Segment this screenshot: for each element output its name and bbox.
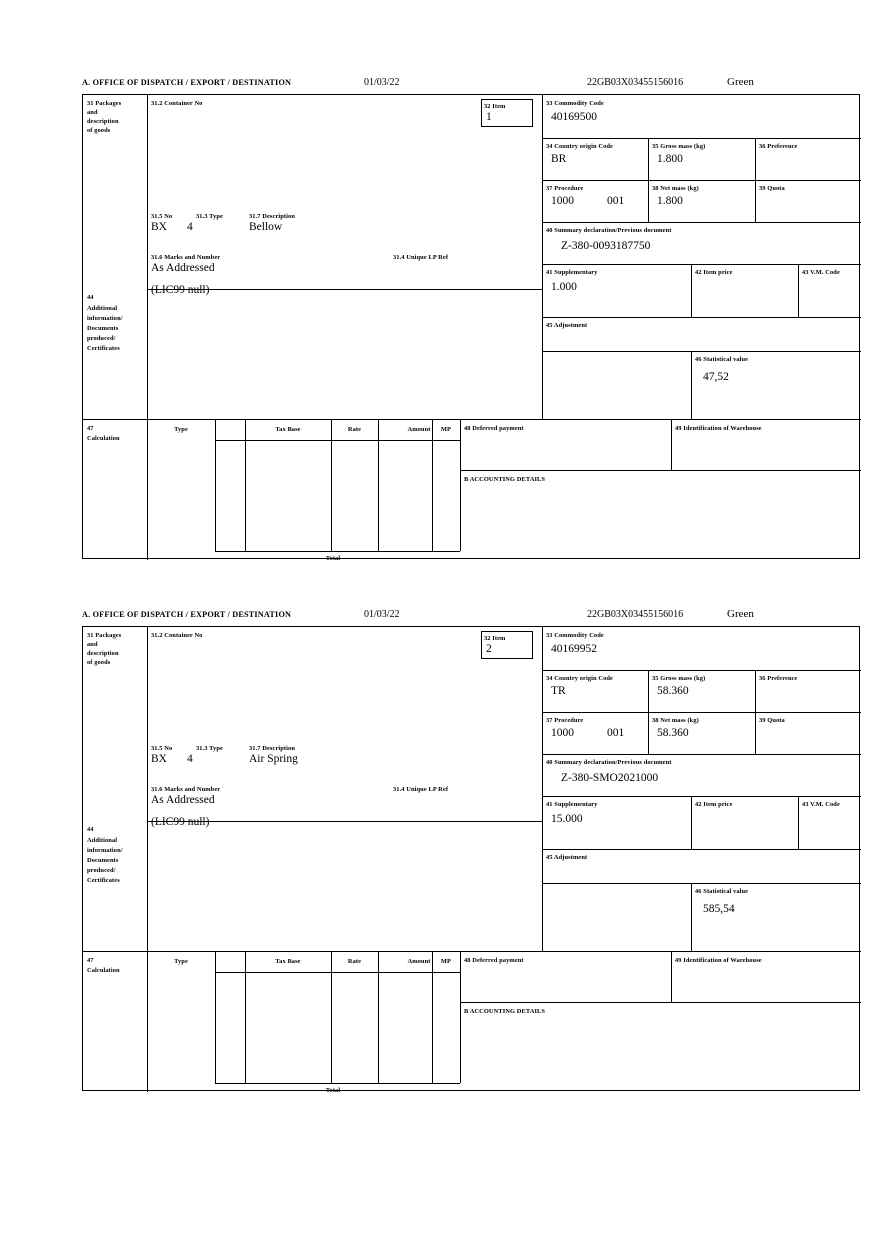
previous-document-value-2: Z-380-SMO2021000	[561, 772, 659, 784]
packages-type-value: 4	[187, 221, 193, 233]
box44-label-c-2: information/	[87, 847, 123, 854]
box39-label: 39 Quota	[759, 185, 785, 192]
box31-label-b-2: and	[87, 641, 98, 648]
net-mass-value-2: 58.360	[657, 727, 689, 739]
packages-no-value-2: BX	[151, 753, 167, 765]
box38-label-2: 38 Net mass (kg)	[652, 717, 699, 724]
statistical-value: 47,52	[703, 371, 729, 383]
box37-label-2: 37 Procedure	[546, 717, 584, 724]
box46-label: 46 Statistical value	[695, 356, 749, 363]
calc-col-mp-header-2: MP	[440, 958, 452, 965]
box40-label-2: 40 Summary declaration/Previous document	[546, 759, 672, 766]
box37-label: 37 Procedure	[546, 185, 584, 192]
box36-label-2: 36 Preference	[759, 675, 798, 682]
calc-col-taxbase-header: Tax Base	[275, 426, 301, 433]
box31-3-label: 31.3 Type	[196, 213, 223, 220]
procedure-2-value-2: 001	[607, 727, 625, 739]
packages-no-value: BX	[151, 221, 167, 233]
box44-label-e-2: produced/	[87, 867, 116, 874]
calc-col-amount-header-2: Amount	[407, 958, 431, 965]
item-number-value-2: 2	[486, 643, 492, 655]
box31-label-d-2: of goods	[87, 659, 111, 666]
box45-label-2: 45 Adjustment	[546, 854, 588, 861]
box44-label-f: Certificates	[87, 345, 120, 352]
country-origin-value-2: TR	[551, 685, 566, 697]
previous-document-value: Z-380-0093187750	[561, 240, 651, 252]
box33-label-2: 33 Commodity Code	[546, 632, 604, 639]
box44-label-2: 44	[87, 826, 94, 833]
box32-label: 32 Item	[484, 103, 506, 110]
box31-label-2: 31 Packages	[87, 632, 122, 639]
box31-5-label: 31.5 No	[151, 213, 173, 220]
box38-label: 38 Net mass (kg)	[652, 185, 699, 192]
box34-label-2: 34 Country origin Code	[546, 675, 613, 682]
goods-description-value: Bellow	[249, 221, 283, 233]
box31-label-d: of goods	[87, 127, 111, 134]
box42-label: 42 Item price	[695, 269, 733, 276]
box31-label: 31 Packages	[87, 100, 122, 107]
office-of-dispatch-label-2: A. OFFICE OF DISPATCH / EXPORT / DESTINATION	[82, 610, 292, 619]
box44-label: 44	[87, 294, 94, 301]
box44-label-e: produced/	[87, 335, 116, 342]
declaration-date-2: 01/03/22	[364, 609, 400, 620]
calc-total-label-2: Total	[325, 1087, 341, 1094]
calc-col-amount-header: Amount	[407, 426, 431, 433]
box32-item	[481, 99, 533, 127]
calc-col-type-header: Type	[174, 426, 188, 433]
lane-status: Green	[727, 76, 754, 88]
box44-label-d-2: Documents	[87, 857, 119, 864]
box31-label-c-2: description	[87, 650, 119, 657]
box31-3-label-2: 31.3 Type	[196, 745, 223, 752]
item-number-value: 1	[486, 111, 492, 123]
gross-mass-value-2: 58.360	[657, 685, 689, 697]
net-mass-value: 1.800	[657, 195, 683, 207]
box40-label: 40 Summary declaration/Previous document	[546, 227, 672, 234]
box48-label-2: 48 Deferred payment	[464, 957, 524, 964]
supplementary-value: 1.000	[551, 281, 577, 293]
mrn-number-2: 22GB03X03455156016	[587, 609, 684, 620]
box44-label-b: Additional	[87, 305, 118, 312]
box31-label-c: description	[87, 118, 119, 125]
box34-label: 34 Country origin Code	[546, 143, 613, 150]
commodity-code-value: 40169500	[551, 111, 597, 123]
box41-label: 41 Supplementary	[546, 269, 598, 276]
declaration-date: 01/03/22	[364, 77, 400, 88]
calc-col-type-header-2: Type	[174, 958, 188, 965]
lane-status-2: Green	[727, 608, 754, 620]
box32-item-2	[481, 631, 533, 659]
procedure-2-value: 001	[607, 195, 625, 207]
box31-label-b: and	[87, 109, 98, 116]
customs-declaration-form-2	[82, 608, 860, 1094]
additional-information-value: (LIC99 null)	[151, 284, 210, 296]
procedure-1-value: 1000	[551, 195, 574, 207]
form-frame-2	[82, 626, 860, 1094]
box44-label-b-2: Additional	[87, 837, 118, 844]
box31-2-label-2: 31.2 Container No	[151, 632, 203, 639]
box44-label-d: Documents	[87, 325, 119, 332]
calc-col-rate-header: Rate	[347, 426, 362, 433]
box39-label-2: 39 Quota	[759, 717, 785, 724]
additional-information-value-2: (LIC99 null)	[151, 816, 210, 828]
office-of-dispatch-label: A. OFFICE OF DISPATCH / EXPORT / DESTINATION	[82, 78, 292, 87]
form-header-2	[82, 610, 860, 626]
box35-label: 35 Gross mass (kg)	[652, 143, 706, 150]
box47-label-2: 47	[87, 957, 94, 964]
customs-declaration-form-1	[82, 76, 860, 562]
box31-4-label: 31.4 Unique LP Ref	[393, 254, 449, 261]
box32-label-2: 32 Item	[484, 635, 506, 642]
calc-col-taxbase-header-2: Tax Base	[275, 958, 301, 965]
box47-label: 47	[87, 425, 94, 432]
box35-label-2: 35 Gross mass (kg)	[652, 675, 706, 682]
form-header	[82, 78, 860, 94]
marks-and-number-value-2: As Addressed	[151, 794, 215, 806]
box47-label-b: Calculation	[87, 435, 120, 442]
calc-col-mp-header: MP	[440, 426, 452, 433]
box31-7-label: 31.7 Description	[249, 213, 295, 220]
statistical-value-2: 585,54	[703, 903, 735, 915]
box31-7-label-2: 31.7 Description	[249, 745, 295, 752]
box49-label-2: 49 Identification of Warehouse	[675, 957, 762, 964]
marks-and-number-value: As Addressed	[151, 262, 215, 274]
box48-label: 48 Deferred payment	[464, 425, 524, 432]
box44-label-c: information/	[87, 315, 123, 322]
packages-type-value-2: 4	[187, 753, 193, 765]
box46-label-2: 46 Statistical value	[695, 888, 749, 895]
box47-label-b-2: Calculation	[87, 967, 120, 974]
box-b-label-2: B ACCOUNTING DETAILS	[464, 1008, 546, 1015]
procedure-1-value-2: 1000	[551, 727, 574, 739]
box36-label: 36 Preference	[759, 143, 798, 150]
commodity-code-value-2: 40169952	[551, 643, 597, 655]
gross-mass-value: 1.800	[657, 153, 683, 165]
box31-2-label: 31.2 Container No	[151, 100, 203, 107]
box33-label: 33 Commodity Code	[546, 100, 604, 107]
mrn-number: 22GB03X03455156016	[587, 77, 684, 88]
box31-4-label-2: 31.4 Unique LP Ref	[393, 786, 449, 793]
box31-6-label: 31.6 Marks and Number	[151, 254, 221, 261]
box31-5-label-2: 31.5 No	[151, 745, 173, 752]
box42-label-2: 42 Item price	[695, 801, 733, 808]
box45-label: 45 Adjustment	[546, 322, 588, 329]
country-origin-value: BR	[551, 153, 567, 165]
box49-label: 49 Identification of Warehouse	[675, 425, 762, 432]
box31-6-label-2: 31.6 Marks and Number	[151, 786, 221, 793]
box43-label-2: 43 V.M. Code	[802, 801, 840, 808]
calc-total-label: Total	[325, 555, 341, 562]
box-b-label: B ACCOUNTING DETAILS	[464, 476, 546, 483]
goods-description-value-2: Air Spring	[249, 753, 298, 765]
calc-col-rate-header-2: Rate	[347, 958, 362, 965]
box43-label: 43 V.M. Code	[802, 269, 840, 276]
box44-label-f-2: Certificates	[87, 877, 120, 884]
supplementary-value-2: 15.000	[551, 813, 583, 825]
form-frame	[82, 94, 860, 562]
box41-label-2: 41 Supplementary	[546, 801, 598, 808]
